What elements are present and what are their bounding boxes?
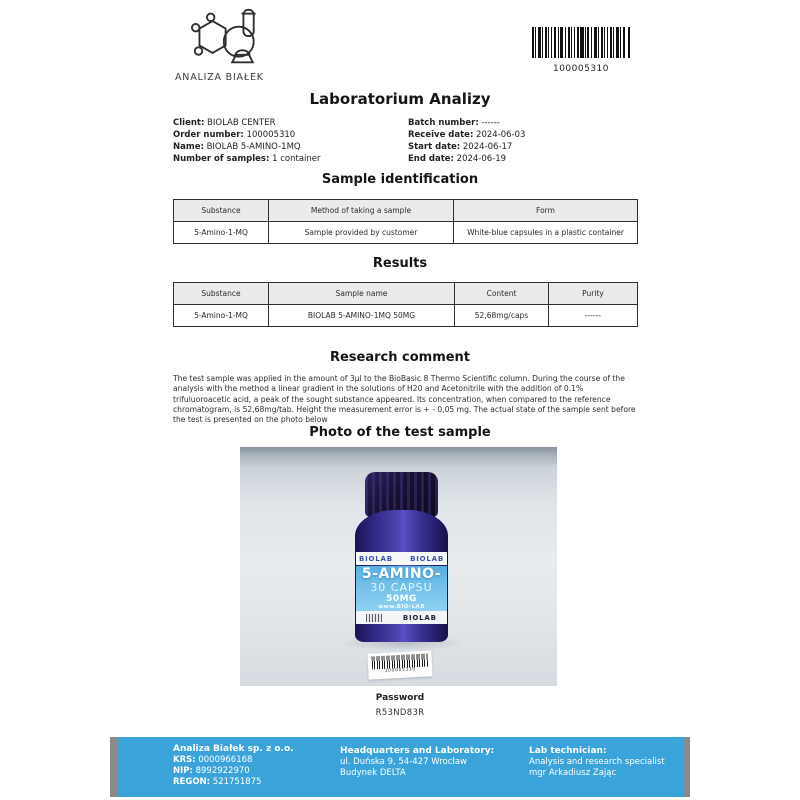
end-date-line: End date: 2024-06-19 <box>408 154 507 164</box>
photo-barcode-sticker: 100005310 <box>367 650 432 679</box>
results-heading: Results <box>372 256 428 271</box>
order-info-right <box>408 117 525 165</box>
footer-headquarters: Headquarters and Laboratory: ul. Duńska 9, 54-427 Wrocław Budynek DELTA <box>340 746 495 778</box>
research-comment-heading: Research comment <box>329 350 471 365</box>
barcode-number: 100005310 <box>552 64 610 74</box>
pill-bottle <box>355 472 448 642</box>
sample-photo <box>240 447 557 686</box>
research-comment-text: The test sample was applied in the amount of 3µl to the BioBasic 8 Thermo Scientific column. During the course of the analysis with the method a linear gradient in the solutions of H20 and Acetonitrile with the addition of 0.1% trifuluoroacetic acid, a peak of the sought substance appeared. Its concentration, when compared to the reference chromatogram, is 52,68mg/tab. Height the measurement error is + - 0,05 mg. The actual state of the sample sent before the test is presented on the photo below <box>173 374 636 425</box>
table-header-row <box>174 200 638 222</box>
footer-company-name: Analiza Białek sp. z o.o. <box>173 744 294 754</box>
dose: 50MG <box>386 594 417 604</box>
table-header-row <box>174 283 638 305</box>
sample-identification-heading: Sample identification <box>321 172 479 187</box>
order-barcode <box>532 27 630 74</box>
logo-text: ANALIZA BIAŁEK <box>175 72 264 83</box>
col-purity: Purity <box>549 283 638 305</box>
col-method: Method of taking a sample <box>269 200 454 222</box>
footer-regon: REGON: 521751875 <box>173 777 262 787</box>
receive-date-line: Receive date: 2024-06-03 <box>408 130 526 140</box>
label-main <box>356 566 447 611</box>
photo-heading: Photo of the test sample <box>309 425 491 440</box>
company-logo <box>175 8 275 83</box>
col-content: Content <box>455 283 549 305</box>
bottle-label <box>356 552 447 624</box>
label-mini-barcode <box>366 614 382 622</box>
col-substance: Substance <box>174 283 269 305</box>
col-sample-name: Sample name <box>269 283 455 305</box>
name-line: Name: BIOLAB 5-AMINO-1MQ <box>173 142 301 152</box>
footer-company <box>173 744 294 788</box>
capsules-count: 30 CAPSU <box>370 581 433 594</box>
password-value: R53ND83R <box>375 708 425 718</box>
start-date-line: Start date: 2024-06-17 <box>408 142 513 152</box>
barcode-image <box>532 27 630 58</box>
chemistry-logo-icon <box>189 8 281 66</box>
batch-line: Batch number: ------ <box>408 118 500 128</box>
table-row: 5-Amino-1-MQ BIOLAB 5-AMINO-1MQ 50MG 52,68mg/caps ------ <box>174 305 638 327</box>
footer-technician: Lab technician: Analysis and research specialist mgr Arkadiusz Zając <box>529 746 665 778</box>
col-substance: Substance <box>174 200 269 222</box>
table-row: 5-Amino-1-MQ Sample provided by customer White-blue capsules in a plastic container <box>174 222 638 244</box>
page-title: Laboratorium Analizy <box>309 90 491 108</box>
website: www.BIO-LAB <box>378 604 425 610</box>
footer-nip: NIP: 8992922970 <box>173 766 250 776</box>
col-form: Form <box>454 200 638 222</box>
order-number-line: Order number: 100005310 <box>173 130 296 140</box>
footer-krs: KRS: 0000966168 <box>173 755 253 765</box>
samples-line: Number of samples: 1 container <box>173 154 321 164</box>
sample-identification-table <box>173 199 638 244</box>
label-bottom-strip: BIOLAB <box>356 611 447 624</box>
product-name: 5-AMINO- <box>361 566 442 582</box>
footer <box>110 737 690 797</box>
password-label: Password <box>375 693 425 703</box>
order-info-left <box>173 117 321 165</box>
label-top-strip: BIOLAB BIOLAB <box>356 552 447 565</box>
results-table <box>173 282 638 327</box>
client-line: Client: BIOLAB CENTER <box>173 118 276 128</box>
